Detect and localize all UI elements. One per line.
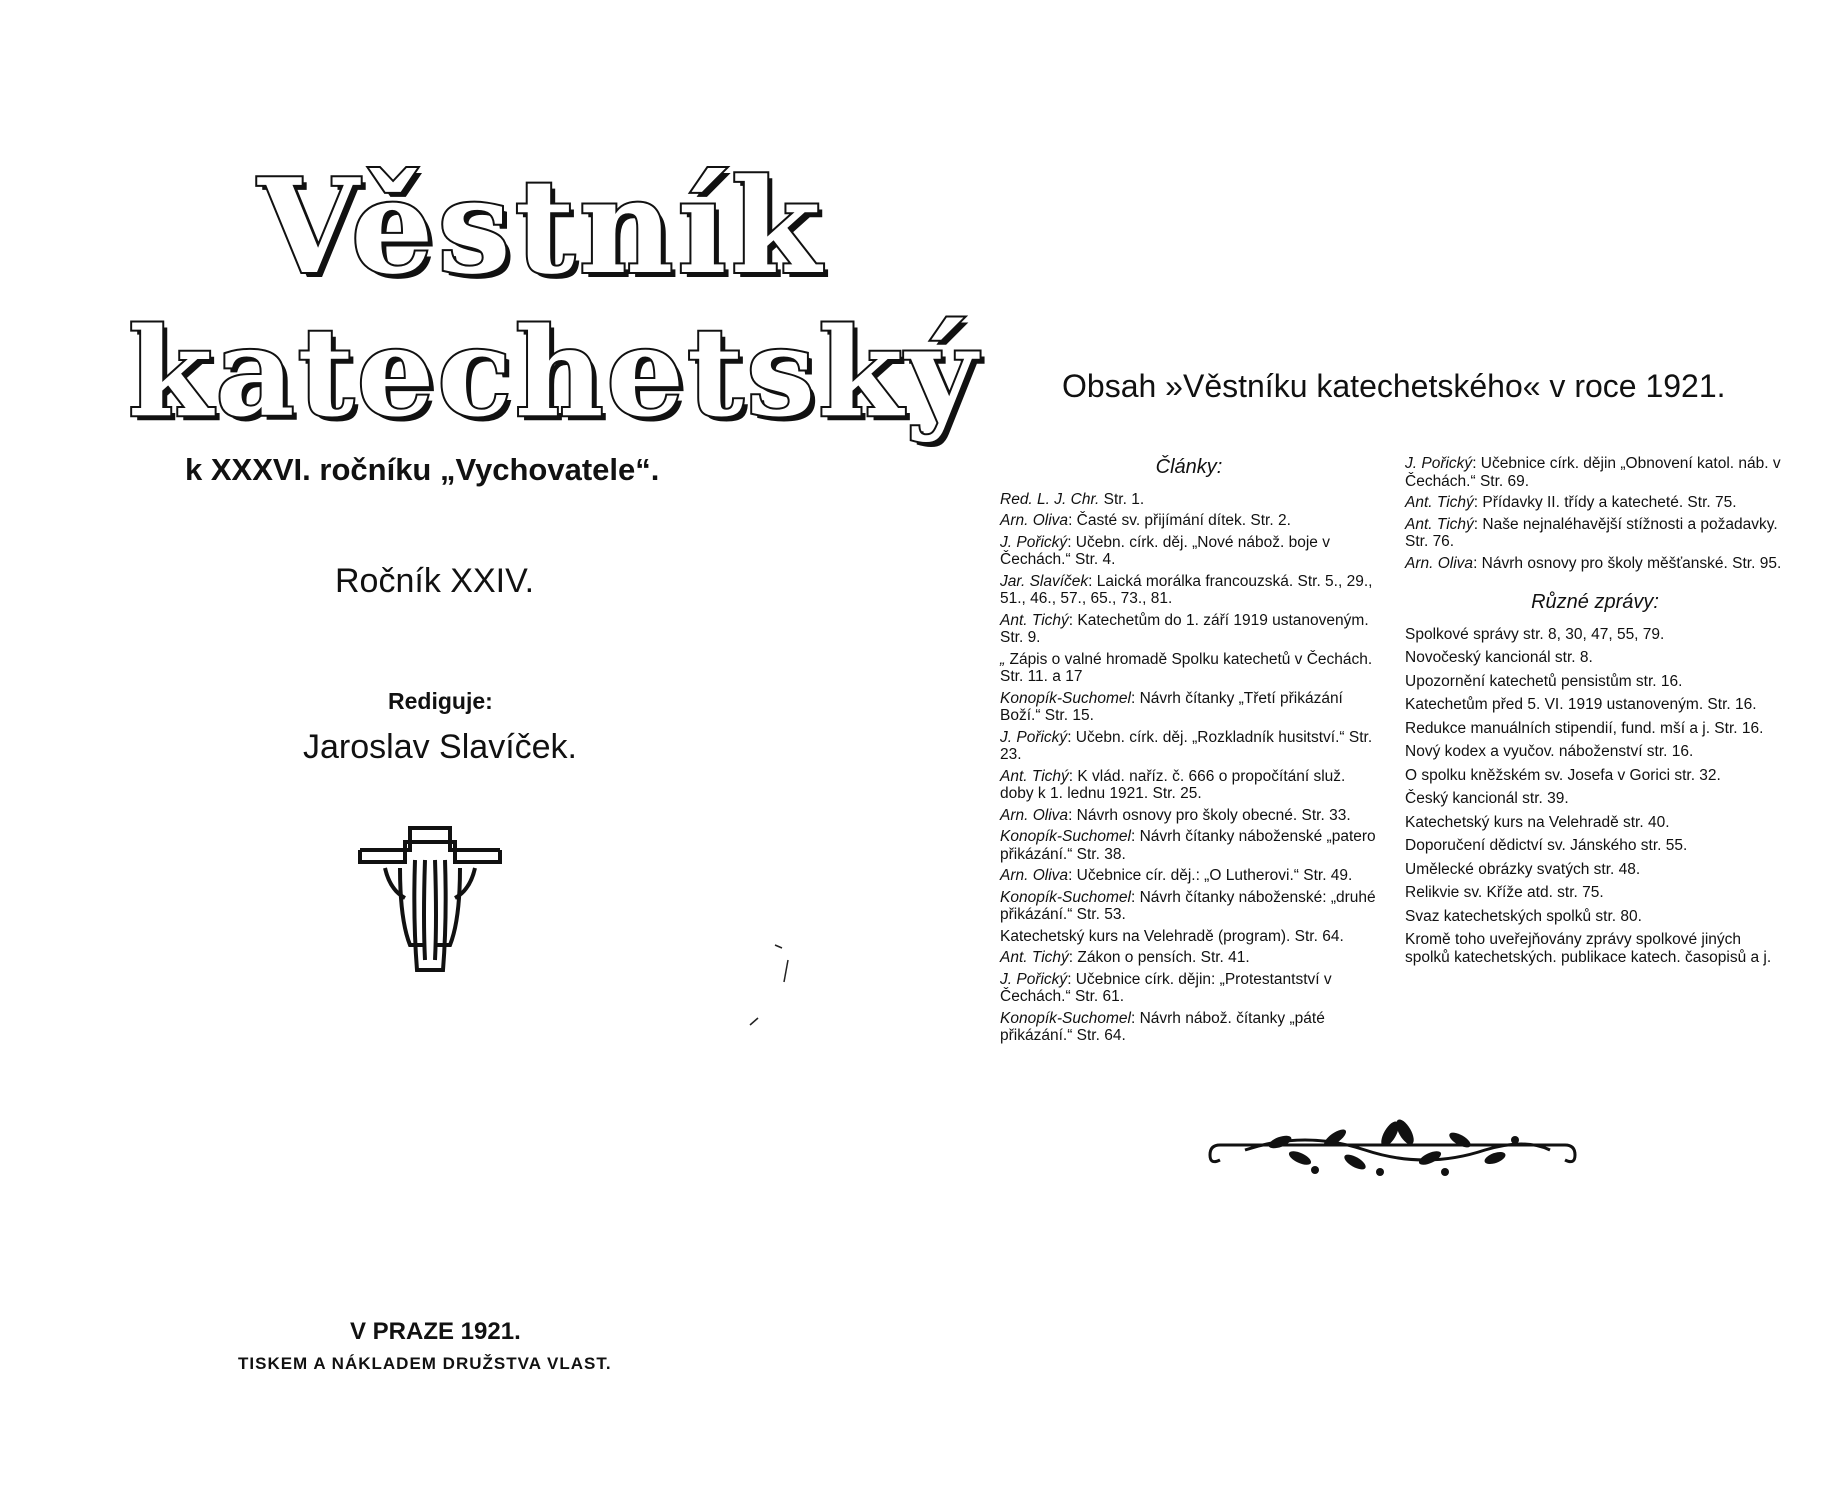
masthead-line1: Věstník	[258, 150, 825, 303]
news-item: Spolkové správy str. 8, 30, 47, 55, 79.	[1405, 625, 1665, 643]
article-text: : K vlád. naříz. č. 666 o propočítání služ. doby k 1. lednu 1921. Str. 25.	[1000, 767, 1346, 802]
article-entry	[1000, 889, 1378, 924]
article-author: Arn. Oliva	[1405, 554, 1474, 572]
article-entry	[1000, 949, 1378, 967]
article-author: Konopík-Suchomel	[1000, 888, 1131, 906]
article-author: Arn. Oliva	[1000, 512, 1069, 529]
article-entry	[1000, 971, 1378, 1006]
article-entry	[1405, 516, 1785, 551]
editor-name: Jaroslav Slavíček.	[303, 728, 577, 766]
article-author: Red. L. J. Chr.	[1000, 490, 1100, 508]
contents-column-right	[1405, 455, 1785, 972]
article-author: Ant. Tichý	[1405, 494, 1474, 511]
article-author: Ant. Tichý	[1000, 767, 1069, 785]
article-author: Ant. Tichý	[1000, 949, 1069, 966]
news-item: Relikvie sv. Kříže atd. str. 75.	[1405, 884, 1604, 901]
article-text: Zápis o valné hromadě Spolku katechetů v Čechách. Str. 11. a 17	[1000, 650, 1373, 685]
article-author: Ant. Tichý	[1405, 515, 1474, 533]
ornament-emblem	[355, 820, 505, 980]
article-entry	[1000, 807, 1378, 825]
article-entry	[1000, 828, 1378, 863]
article-text: : Návrh čítanky náboženské „patero přikázání.“ Str. 38.	[1000, 828, 1376, 863]
article-author: Arn. Oliva	[1000, 806, 1069, 824]
article-text: : Návrh nábož. čítanky „páté přikázání.“ Str. 64.	[1000, 1009, 1325, 1044]
news-item: Upozornění katechetů pensistům str. 16.	[1405, 672, 1683, 690]
news-item: Umělecké obrázky svatých str. 48.	[1405, 860, 1641, 878]
article-entry	[1405, 455, 1785, 490]
contents-title: Obsah »Věstníku katechetského« v roce 1921.	[1062, 368, 1726, 404]
article-text: : Katechetům do 1. září 1919 ustanoveným. Str. 9.	[1000, 611, 1369, 646]
article-author: J. Pořický	[1405, 455, 1473, 472]
editor-label: Rediguje:	[388, 688, 493, 714]
news-item: Redukce manuálních stipendií, fund. mší a j. Str. 16.	[1405, 719, 1764, 737]
article-author: J. Pořický	[1000, 533, 1068, 551]
masthead-line2: katechetský	[128, 300, 980, 444]
article-text: : Učebnice círk. dějin „Obnovení katol. náb. v Čechách.“ Str. 69.	[1405, 455, 1781, 490]
article-text: Str. 1.	[1099, 490, 1145, 508]
article-entry	[1000, 729, 1378, 764]
news-item: Katechetům před 5. VI. 1919 ustanoveným. Str. 16.	[1405, 696, 1757, 713]
article-text: : Učebnice cír. děj.: „O Lutherovi.“ Str. 49.	[1068, 867, 1353, 884]
scan-speck-mark	[740, 930, 800, 1030]
article-entry	[1000, 1010, 1378, 1045]
articles-heading: Články:	[1155, 456, 1223, 478]
volume-label: Ročník XXIV.	[335, 562, 535, 600]
imprint-place: V PRAZE 1921.	[350, 1318, 521, 1345]
news-item: Svaz katechetských spolků str. 80.	[1405, 907, 1642, 925]
floral-vignette-ornament	[1205, 1110, 1580, 1190]
article-author: „	[1000, 650, 1006, 668]
news-heading: Různé zprávy:	[1531, 591, 1659, 613]
article-entry	[1000, 928, 1378, 946]
imprint-publisher: TISKEM A NÁKLADEM DRUŽSTVA VLAST.	[238, 1354, 612, 1373]
article-author: J. Pořický	[1000, 970, 1068, 988]
article-text: : Časté sv. přijímání dítek. Str. 2.	[1068, 512, 1291, 529]
article-text: Katechetský kurs na Velehradě (program). Str. 64.	[1000, 927, 1344, 945]
article-entry	[1405, 555, 1785, 573]
article-author: Arn. Oliva	[1000, 867, 1069, 884]
article-entry	[1000, 612, 1378, 647]
article-author: Konopík-Suchomel	[1000, 828, 1131, 845]
article-text: : Přídavky II. třídy a katecheté. Str. 75.	[1473, 494, 1737, 511]
news-item: O spolku kněžském sv. Josefa v Gorici str. 32.	[1405, 766, 1721, 784]
article-text: : Návrh čítanky náboženské: „druhé přikázání.“ Str. 53.	[1000, 888, 1376, 923]
news-item: Český kancionál str. 39.	[1405, 790, 1569, 807]
article-author: Ant. Tichý	[1000, 611, 1069, 629]
article-text: : Návrh osnovy pro školy měšťanské. Str. 95.	[1473, 554, 1782, 572]
article-text: : Návrh čítanky „Třetí přikázání Boží.“ Str. 15.	[1000, 689, 1343, 724]
article-author: J. Pořický	[1000, 728, 1068, 746]
article-text: : Laická morálka francouzská. Str. 5., 29., 51., 46., 57., 65., 73., 81.	[1000, 572, 1373, 607]
article-entry	[1000, 768, 1378, 803]
subtitle: k XXXVI. ročníku „Vychovatele“.	[185, 452, 660, 487]
contents-column-left	[1000, 455, 1378, 1049]
article-text: : Učebn. círk. děj. „Nové nábož. boje v Čechách.“ Str. 4.	[1000, 533, 1330, 568]
article-text: : Učebnice círk. dějin: „Protestantství v Čechách.“ Str. 61.	[1000, 970, 1332, 1005]
news-item: Nový kodex a vyučov. náboženství str. 16.	[1405, 743, 1694, 760]
article-entry	[1000, 651, 1378, 686]
article-text: : Návrh osnovy pro školy obecné. Str. 33.	[1068, 806, 1351, 824]
article-author: Konopík-Suchomel	[1000, 689, 1131, 707]
article-author: Jar. Slavíček	[1000, 572, 1089, 590]
article-entry	[1000, 867, 1378, 885]
article-text: : Učebn. círk. děj. „Rozkladník husitství.“ Str. 23.	[1000, 728, 1373, 763]
article-text: : Zákon o pensích. Str. 41.	[1068, 949, 1250, 966]
article-entry	[1000, 573, 1378, 608]
news-item: Doporučení dědictví sv. Jánského str. 55.	[1405, 837, 1688, 854]
article-entry	[1000, 690, 1378, 725]
news-item: Katechetský kurs na Velehradě str. 40.	[1405, 813, 1670, 831]
news-item: Novočeský kancionál str. 8.	[1405, 649, 1593, 666]
article-entry	[1000, 491, 1378, 509]
article-entry	[1000, 512, 1378, 530]
news-item: Kromě toho uveřejňovány zprávy spolkové jiných spolků katechetských. publikace katech. časopisů a j.	[1405, 931, 1772, 966]
article-entry	[1000, 534, 1378, 569]
article-author: Konopík-Suchomel	[1000, 1009, 1131, 1027]
article-text: : Naše nejnaléhavější stížnosti a požadavky. Str. 76.	[1405, 515, 1778, 550]
article-entry	[1405, 494, 1785, 512]
